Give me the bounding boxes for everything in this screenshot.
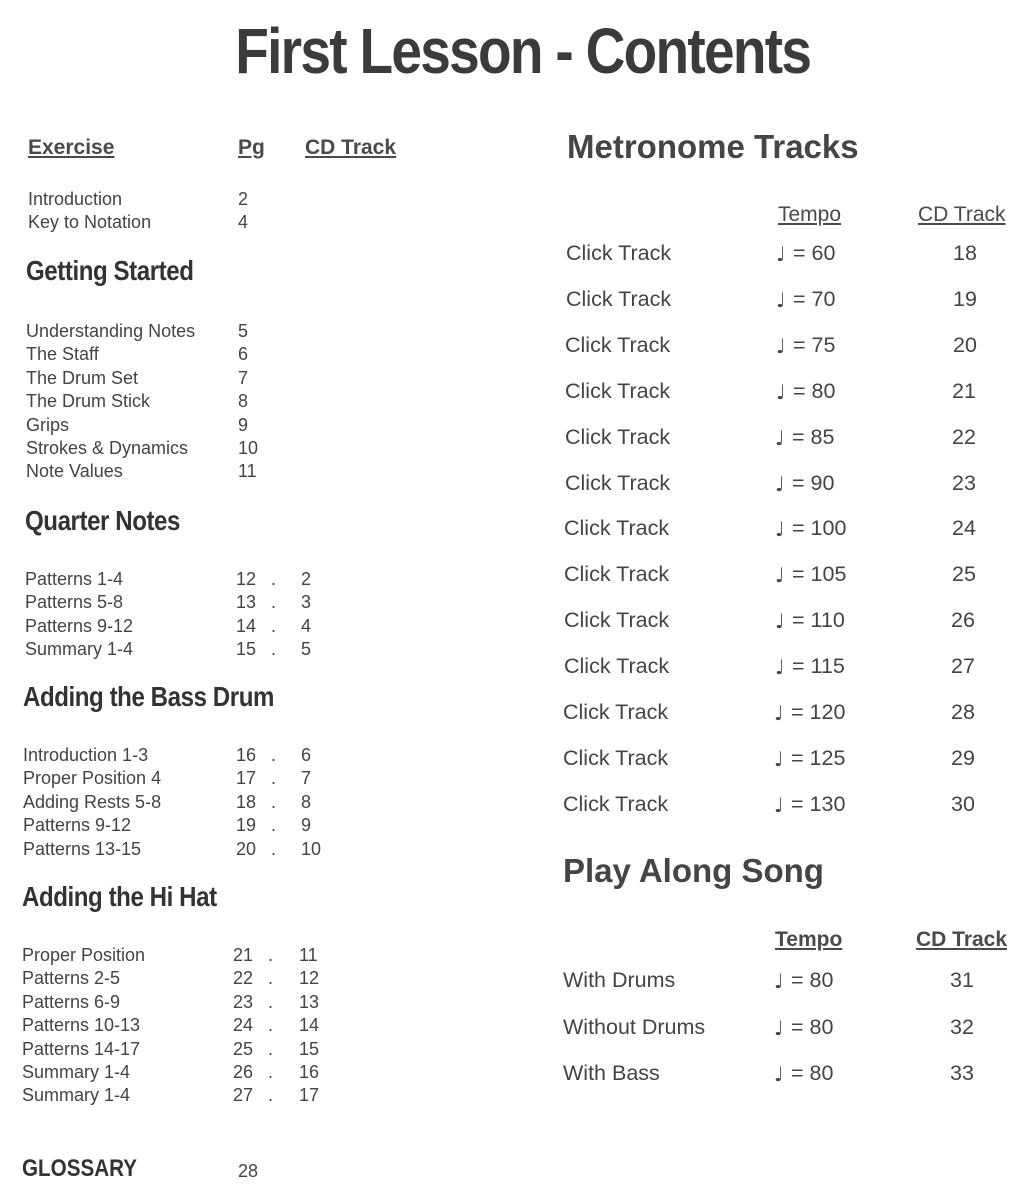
contents-row-cd-track: 11 [299, 945, 318, 965]
playalong-header-tempo: Tempo [775, 928, 843, 951]
click-track-label: Click Track [566, 286, 672, 311]
row-separator: . [271, 768, 277, 789]
contents-row-name: The Staff [26, 344, 99, 365]
quarter-note-icon: ♩ [774, 1015, 784, 1040]
glossary-heading: GLOSSARY [22, 1155, 138, 1182]
click-track-label: Click Track [564, 608, 670, 633]
contents-row-cd-track: 10 [301, 838, 322, 859]
contents-row-page: 7 [238, 367, 249, 388]
contents-row-page: 23 [233, 991, 254, 1012]
contents-row-page: 6 [238, 344, 249, 365]
quarter-note-icon: ♩ [774, 1062, 784, 1086]
contents-row-name: Patterns 14-17 [22, 1038, 141, 1059]
header-exercise: Exercise [28, 136, 115, 159]
click-track-label: Click Track [565, 470, 671, 495]
contents-row-name: Patterns 5-8 [25, 592, 124, 613]
contents-row-page: 14 [236, 615, 257, 636]
row-separator: . [268, 1015, 274, 1036]
contents-row-page: 22 [233, 968, 254, 989]
row-separator: . [271, 592, 277, 613]
tempo-value: = 100 [792, 516, 847, 541]
contents-row-page: 8 [238, 391, 249, 412]
contents-row-name: Note Values [26, 461, 123, 482]
quarter-note-icon: ♩ [776, 242, 786, 266]
contents-row-name: Patterns 6-9 [22, 991, 121, 1012]
row-separator: . [271, 791, 277, 812]
contents-row-page: 21 [233, 945, 254, 965]
cd-track-number: 23 [952, 470, 976, 495]
contents-row-page: 16 [236, 745, 257, 765]
contents-row-page: 13 [236, 592, 257, 613]
cd-track-number: 31 [950, 968, 974, 992]
contents-row-page: 18 [236, 791, 257, 812]
quarter-note-icon: ♩ [774, 969, 784, 993]
contents-row-name: Patterns 9-12 [25, 615, 134, 636]
click-track-label: Click Track [563, 791, 669, 816]
tempo-value: = 75 [793, 332, 836, 357]
tempo-value: = 120 [791, 700, 846, 724]
tempo-value: = 130 [791, 791, 846, 816]
contents-row-cd-track: 3 [301, 592, 312, 613]
contents-row-name: Patterns 1-4 [25, 569, 124, 589]
contents-row-name: Summary 1-4 [22, 1062, 131, 1082]
click-track-label: Click Track [563, 700, 669, 724]
contents-row-name: Understanding Notes [26, 321, 196, 341]
section-heading: Adding the Bass Drum [23, 681, 274, 712]
cd-track-number: 28 [951, 700, 975, 724]
contents-row-cd-track: 5 [301, 639, 312, 660]
quarter-note-icon: ♩ [775, 425, 785, 450]
tempo-value: = 85 [792, 424, 835, 449]
tempo-value: = 80 [791, 1061, 834, 1085]
click-track-label: Click Track [563, 745, 669, 770]
contents-row-page: 2 [238, 189, 249, 209]
row-separator: . [271, 745, 277, 765]
metronome-header-tempo: Tempo [778, 203, 842, 226]
page-title: First Lesson - Contents [235, 15, 811, 87]
click-track-label: Click Track [565, 378, 671, 403]
cd-track-number: 19 [953, 286, 977, 311]
cd-track-number: 27 [951, 654, 975, 679]
contents-row-cd-track: 8 [301, 791, 312, 812]
contents-row-cd-track: 9 [301, 815, 312, 836]
click-track-label: Click Track [565, 332, 671, 357]
contents-row-page: 4 [238, 212, 249, 232]
contents-row-name: Introduction [28, 189, 123, 209]
quarter-note-icon: ♩ [774, 701, 784, 725]
tempo-value: = 80 [791, 968, 834, 992]
contents-row-name: Summary 1-4 [25, 639, 134, 660]
contents-row-cd-track: 14 [299, 1015, 320, 1036]
contents-row-page: 26 [233, 1062, 254, 1082]
contents-row-cd-track: 7 [301, 768, 312, 789]
row-separator: . [268, 1062, 274, 1082]
row-separator: . [271, 615, 277, 636]
row-separator: . [268, 1038, 274, 1059]
cd-track-number: 29 [951, 745, 975, 770]
quarter-note-icon: ♩ [775, 655, 785, 680]
tempo-value: = 110 [792, 608, 845, 633]
quarter-note-icon: ♩ [775, 517, 785, 542]
contents-row-cd-track: 16 [299, 1062, 320, 1082]
contents-row-page: 27 [233, 1085, 254, 1106]
contents-row-page: 9 [238, 414, 249, 435]
playalong-title: Play Along Song [563, 852, 824, 889]
contents-row-cd-track: 6 [301, 745, 312, 765]
quarter-note-icon: ♩ [776, 379, 786, 404]
cd-track-number: 21 [952, 378, 976, 403]
contents-row-cd-track: 12 [299, 968, 320, 989]
row-separator: . [271, 639, 277, 660]
click-track-label: Click Track [566, 241, 672, 265]
row-separator: . [268, 945, 274, 965]
cd-track-number: 22 [952, 424, 976, 449]
quarter-note-icon: ♩ [776, 333, 786, 358]
contents-row-name: Patterns 2-5 [22, 968, 121, 989]
click-track-label: Click Track [564, 562, 670, 587]
quarter-note-icon: ♩ [775, 471, 785, 496]
contents-row-name: Strokes & Dynamics [26, 438, 189, 458]
contents-row-name: Patterns 9-12 [23, 815, 132, 836]
cd-track-number: 33 [950, 1061, 974, 1085]
contents-row-cd-track: 2 [301, 569, 312, 589]
cd-track-number: 30 [951, 791, 975, 816]
cd-track-number: 20 [953, 332, 977, 357]
row-separator: . [268, 1085, 274, 1106]
contents-row-page: 11 [238, 461, 257, 482]
contents-row-page: 24 [233, 1015, 254, 1036]
quarter-note-icon: ♩ [776, 287, 786, 312]
row-separator: . [271, 815, 277, 836]
tempo-value: = 60 [793, 241, 836, 265]
row-separator: . [271, 838, 277, 859]
section-heading: Quarter Notes [25, 505, 180, 536]
metronome-title: Metronome Tracks [567, 128, 859, 165]
quarter-note-icon: ♩ [775, 609, 785, 634]
cd-track-number: 18 [953, 241, 977, 265]
cd-track-number: 26 [951, 608, 975, 633]
tempo-value: = 80 [791, 1014, 834, 1039]
contents-row-page: 10 [238, 438, 259, 458]
tempo-value: = 80 [793, 378, 836, 403]
contents-row-page: 5 [238, 321, 249, 341]
click-track-label: Click Track [565, 424, 671, 449]
cd-track-number: 32 [950, 1014, 974, 1039]
click-track-label: Click Track [564, 654, 670, 679]
contents-row-page: 15 [236, 639, 257, 660]
header-pg: Pg [238, 136, 265, 159]
contents-row-name: Adding Rests 5-8 [23, 791, 162, 812]
contents-row-name: The Drum Set [26, 367, 139, 388]
song-label: Without Drums [563, 1014, 706, 1039]
contents-row-name: Patterns 10-13 [22, 1015, 141, 1036]
song-label: With Bass [563, 1061, 660, 1085]
contents-row-page: 12 [236, 569, 257, 589]
contents-row-cd-track: 4 [301, 615, 312, 636]
contents-row-page: 25 [233, 1038, 254, 1059]
quarter-note-icon: ♩ [775, 563, 785, 588]
contents-row-page: 17 [236, 768, 257, 789]
click-track-label: Click Track [564, 516, 670, 541]
contents-row-page: 20 [236, 838, 257, 859]
tempo-value: = 90 [792, 470, 835, 495]
contents-row-name: Patterns 13-15 [23, 838, 142, 859]
row-separator: . [271, 569, 277, 589]
quarter-note-icon: ♩ [774, 792, 784, 817]
tempo-value: = 105 [792, 562, 847, 587]
header-cd-track: CD Track [305, 136, 397, 159]
row-separator: . [268, 991, 274, 1012]
contents-row-name: Proper Position [22, 945, 146, 965]
section-heading: Getting Started [26, 255, 194, 286]
metronome-header-cd: CD Track [918, 203, 1006, 226]
contents-row-name: Summary 1-4 [22, 1085, 131, 1106]
row-separator: . [268, 968, 274, 989]
contents-row-name: Key to Notation [28, 212, 152, 232]
contents-row-cd-track: 13 [299, 991, 320, 1012]
section-heading: Adding the Hi Hat [22, 881, 217, 912]
contents-row-cd-track: 15 [299, 1038, 320, 1059]
contents-row-name: Proper Position 4 [23, 768, 162, 789]
contents-row-name: Introduction 1-3 [23, 745, 149, 765]
playalong-header-cd: CD Track [916, 928, 1008, 951]
song-label: With Drums [563, 968, 676, 992]
glossary-page: 28 [238, 1161, 259, 1181]
contents-row-cd-track: 17 [299, 1085, 320, 1106]
tempo-value: = 115 [792, 654, 845, 679]
tempo-value: = 70 [793, 286, 836, 311]
tempo-value: = 125 [791, 745, 846, 770]
contents-row-name: The Drum Stick [26, 391, 151, 412]
cd-track-number: 25 [952, 562, 976, 587]
contents-row-page: 19 [236, 815, 257, 836]
quarter-note-icon: ♩ [774, 746, 784, 771]
contents-row-name: Grips [26, 414, 70, 435]
cd-track-number: 24 [952, 516, 976, 541]
